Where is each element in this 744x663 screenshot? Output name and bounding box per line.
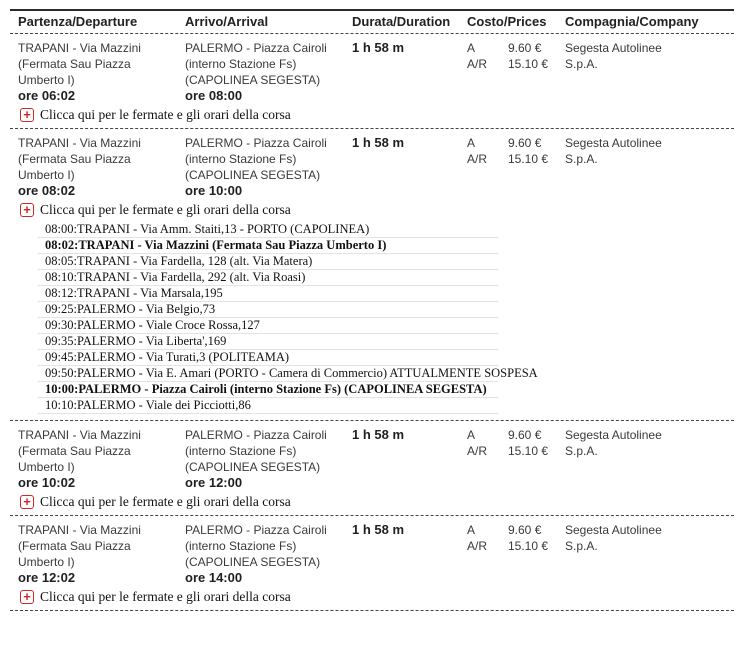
fare-price: 15.10 € <box>508 57 549 71</box>
arrival-cell <box>185 522 352 586</box>
stop-row: 08:10:TRAPANI - Via Fardella, 292 (alt. Via Roasi) <box>38 270 498 286</box>
expand-plus-icon[interactable]: + <box>20 203 34 217</box>
departure-location: TRAPANI - Via Mazzini (Fermata Sau Piazza Umberto I) <box>18 428 141 474</box>
departure-cell <box>18 522 185 586</box>
fare-line <box>463 522 565 538</box>
fare-type: A/R <box>467 152 488 166</box>
header-cell-compagnia: Compagnia/Company <box>565 14 699 29</box>
stop-row: 08:12:TRAPANI - Via Marsala,195 <box>38 286 498 302</box>
fare-price: 15.10 € <box>508 444 549 458</box>
expand-plus-icon[interactable]: + <box>20 495 34 509</box>
arrival-location: PALERMO - Piazza Cairoli (interno Stazione Fs) (CAPOLINEA SEGESTA) <box>185 523 327 569</box>
fare-price: 9.60 € <box>508 136 542 150</box>
fare-price: 9.60 € <box>508 41 542 55</box>
expand-stops-label[interactable]: Clicca qui per le fermate e gli orari della corsa <box>40 202 291 217</box>
arrival-location: PALERMO - Piazza Cairoli (interno Stazione Fs) (CAPOLINEA SEGESTA) <box>185 136 327 182</box>
fare-line <box>463 40 565 56</box>
fare-line <box>463 56 565 72</box>
departure-cell <box>18 427 185 491</box>
fares-cell <box>463 135 565 199</box>
fare-line <box>463 427 565 443</box>
duration-cell: 1 h 58 m <box>352 427 405 442</box>
departure-time: ore 10:02 <box>18 475 76 490</box>
duration-cell: 1 h 58 m <box>352 40 405 55</box>
fare-line <box>463 443 565 459</box>
company-cell <box>565 522 734 586</box>
fare-price: 15.10 € <box>508 152 549 166</box>
company-name: Segesta Autolinee S.p.A. <box>565 523 662 553</box>
fares-cell <box>463 427 565 491</box>
departure-location: TRAPANI - Via Mazzini (Fermata Sau Piazza Umberto I) <box>18 41 141 87</box>
expand-stops-toggle[interactable] <box>20 107 734 123</box>
expand-plus-icon[interactable]: + <box>20 108 34 122</box>
duration-cell: 1 h 58 m <box>352 522 405 537</box>
fare-type: A/R <box>467 444 488 458</box>
arrival-time: ore 08:00 <box>185 88 243 103</box>
arrival-time: ore 14:00 <box>185 570 243 585</box>
stop-row: 09:25:PALERMO - Via Belgio,73 <box>38 302 498 318</box>
departure-location: TRAPANI - Via Mazzini (Fermata Sau Piazza Umberto I) <box>18 136 141 182</box>
fare-type: A <box>467 428 476 442</box>
arrival-cell <box>185 427 352 491</box>
stops-list <box>38 222 538 414</box>
fare-line <box>463 135 565 151</box>
fare-line <box>463 151 565 167</box>
expand-stops-toggle[interactable] <box>20 202 734 218</box>
trip-row-0602 <box>10 34 734 129</box>
trip-row-1202 <box>10 516 734 611</box>
expand-stops-toggle[interactable] <box>20 589 734 605</box>
company-cell <box>565 427 734 491</box>
stop-row: 09:50:PALERMO - Via E. Amari (PORTO - Camera di Commercio) ATTUALMENTE SOSPESA <box>38 366 498 382</box>
departure-time: ore 06:02 <box>18 88 76 103</box>
stop-row: 09:45:PALERMO - Via Turati,3 (POLITEAMA) <box>38 350 498 366</box>
trip-main <box>10 427 734 491</box>
expand-stops-label[interactable]: Clicca qui per le fermate e gli orari della corsa <box>40 589 291 604</box>
fares-cell <box>463 522 565 586</box>
fare-type: A <box>467 523 476 537</box>
header-cell-arrivo: Arrivo/Arrival <box>185 14 269 29</box>
stop-row: 10:10:PALERMO - Viale dei Picciotti,86 <box>38 398 498 414</box>
departure-location: TRAPANI - Via Mazzini (Fermata Sau Piazza Umberto I) <box>18 523 141 569</box>
company-name: Segesta Autolinee S.p.A. <box>565 41 662 71</box>
fare-type: A/R <box>467 539 488 553</box>
departure-cell <box>18 40 185 104</box>
fare-type: A/R <box>467 57 488 71</box>
trip-main <box>10 522 734 586</box>
header-cell-partenza: Partenza/Departure <box>18 14 138 29</box>
fare-line <box>463 538 565 554</box>
expand-stops-label[interactable]: Clicca qui per le fermate e gli orari della corsa <box>40 494 291 509</box>
arrival-time: ore 12:00 <box>185 475 243 490</box>
trip-row-0802 <box>10 129 734 421</box>
duration-cell: 1 h 58 m <box>352 135 405 150</box>
trip-row-1002 <box>10 421 734 516</box>
expand-plus-icon[interactable]: + <box>20 590 34 604</box>
company-cell <box>565 40 734 104</box>
fares-cell <box>463 40 565 104</box>
trip-main <box>10 135 734 199</box>
stop-row: 08:02:TRAPANI - Via Mazzini (Fermata Sau Piazza Umberto I) <box>38 238 498 254</box>
fare-price: 9.60 € <box>508 523 542 537</box>
fare-type: A <box>467 41 476 55</box>
arrival-cell <box>185 135 352 199</box>
arrival-cell <box>185 40 352 104</box>
fare-price: 15.10 € <box>508 539 549 553</box>
stop-row: 08:05:TRAPANI - Via Fardella, 128 (alt. Via Matera) <box>38 254 498 270</box>
company-name: Segesta Autolinee S.p.A. <box>565 428 662 458</box>
departure-time: ore 12:02 <box>18 570 76 585</box>
company-name: Segesta Autolinee S.p.A. <box>565 136 662 166</box>
departure-cell <box>18 135 185 199</box>
table-header <box>10 9 734 34</box>
arrival-location: PALERMO - Piazza Cairoli (interno Stazione Fs) (CAPOLINEA SEGESTA) <box>185 41 327 87</box>
trip-main <box>10 40 734 104</box>
departure-time: ore 08:02 <box>18 183 76 198</box>
expand-stops-toggle[interactable] <box>20 494 734 510</box>
arrival-time: ore 10:00 <box>185 183 243 198</box>
fare-type: A <box>467 136 476 150</box>
fare-price: 9.60 € <box>508 428 542 442</box>
stop-row: 08:00:TRAPANI - Via Amm. Staiti,13 - PORTO (CAPOLINEA) <box>38 222 498 238</box>
arrival-location: PALERMO - Piazza Cairoli (interno Stazione Fs) (CAPOLINEA SEGESTA) <box>185 428 327 474</box>
stop-row: 09:35:PALERMO - Via Liberta',169 <box>38 334 498 350</box>
bus-timetable <box>10 9 734 611</box>
expand-stops-label[interactable]: Clicca qui per le fermate e gli orari della corsa <box>40 107 291 122</box>
stop-row: 09:30:PALERMO - Viale Croce Rossa,127 <box>38 318 498 334</box>
company-cell <box>565 135 734 199</box>
header-cell-costo: Costo/Prices <box>467 14 547 29</box>
stop-row: 10:00:PALERMO - Piazza Cairoli (interno Stazione Fs) (CAPOLINEA SEGESTA) <box>38 382 498 398</box>
header-cell-durata: Durata/Duration <box>352 14 451 29</box>
